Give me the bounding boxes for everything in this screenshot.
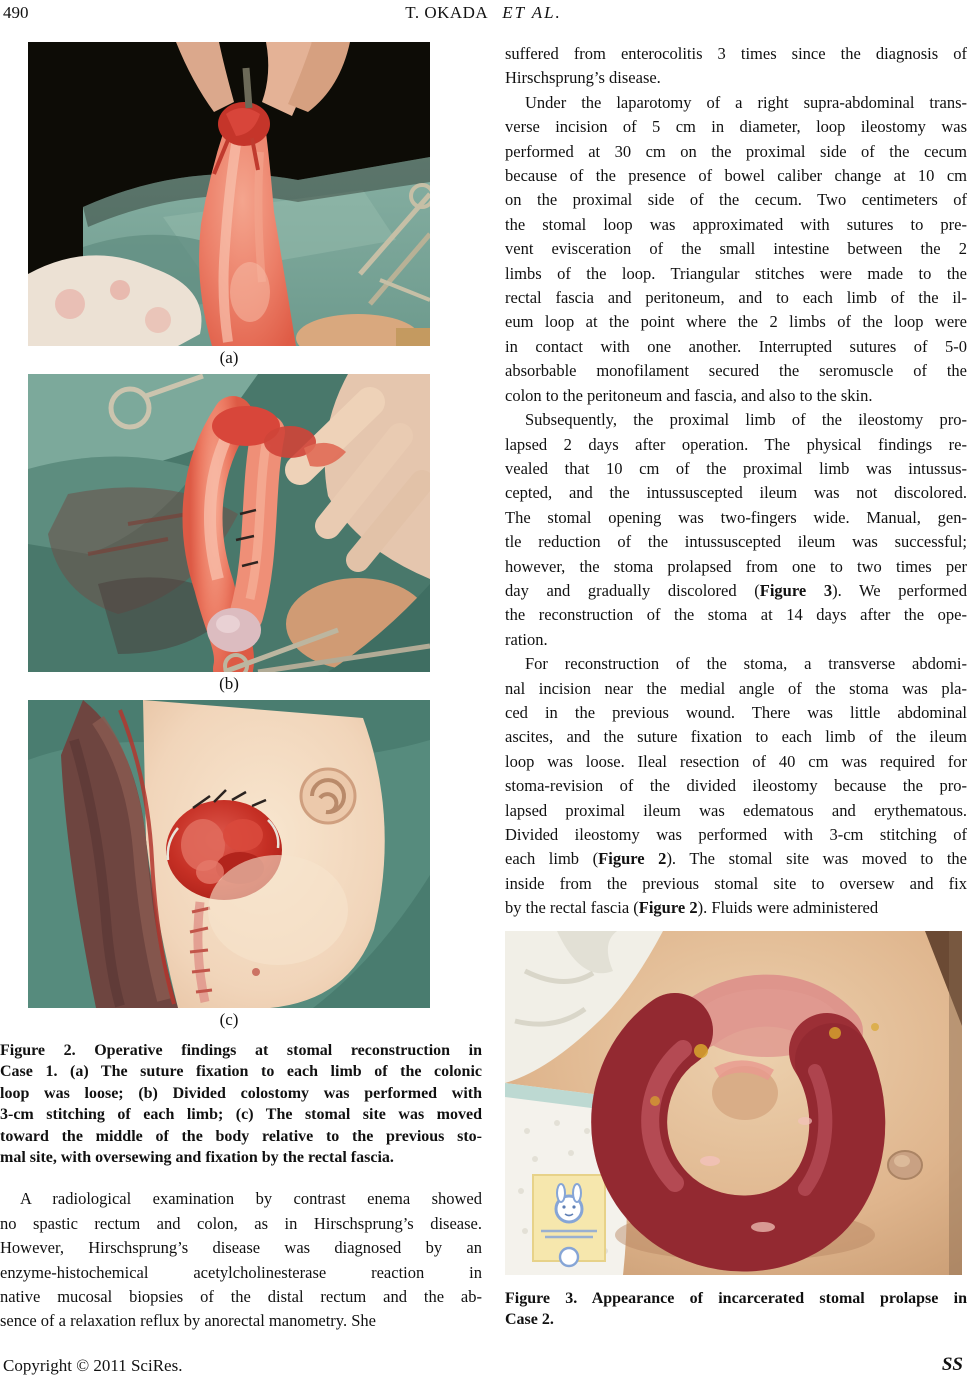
body-paragraph-4: For reconstruction of the stoma, a transverse abdomi- nal incision near the medial angle of the stoma was pla- ced in the previous wound. There was little abdominal ascites, and the suture fixation to each limb of the ileum loop was loose. Ileal resection of 40 cm was required for stoma-revision of the divided ileostomy because the pro- lapsed proximal ileum was edematous and erythematous. Divided ileostomy was performed with 3-cm stitching of each limb (Figure 2). The stomal site was moved to the inside from the previous stomal site to oversew and fix by the rectal fascia (Figure 2). Fluids were administered bbox=[505, 654, 967, 918]
body-paragraph-3: Subsequently, the proximal limb of the ileostomy pro- lapsed 2 days after operation. The physical findings re- vealed that 10 cm of the proximal limb was intussus- cepted, and the intussuscepted ileum was not discolored. The stomal opening was two-fingers wide. Manual, gen- tle reduction of the intussuscepted ileum was successful; however, the stoma prolapsed from one to two times per day and gradually discolored (Figure 3). We performed the reconstruction of the stoma at 14 days after the ope- ration. bbox=[505, 410, 967, 649]
running-head-authors: T. OKADA bbox=[405, 3, 489, 22]
running-head bbox=[0, 3, 967, 23]
right-column bbox=[505, 38, 967, 1330]
figure3-photo bbox=[505, 931, 962, 1280]
body-paragraph-2: Under the laparotomy of a right supra-abdominal trans- verse incision of 5 cm in diameter, loop ileostomy was performed at 30 cm on the proximal side of the cecum because of the presence of bowel caliber change at 10 cm on the proximal side of the cecum. Two centimeters of the stomal loop was approximated with sutures to pre- vent evisceration of the small intestine between the 2 limbs of the loop. Triangular stitches were made to the rectal fascia and peritoneum, and to each limb of the il- eum loop at the point where the 2 limbs of the loop were in contact with one another. Interrupted sutures of 5-0 absorbable monofilament secured the seromuscle of the colon to the peritoneum and fascia, and also to the skin. bbox=[505, 92, 967, 405]
left-paragraph: A radiological examination by contrast enema showed no spastic rectum and colon, as in Hirschsprung’s disease. However, Hirschsprung’s disease was diagnosed by an enzyme-histochemical acetylcholinesterase reaction in native mucosal biopsies of the distal rectum and the ab- sence of a relaxation reflux by anorectal manometry. She bbox=[0, 1189, 482, 1331]
figure2b-label: (b) bbox=[219, 674, 239, 693]
body-paragraph-1: suffered from enterocolitis 3 times since the diagnosis of Hirschsprung’s disease. bbox=[505, 44, 967, 88]
figure2a-label: (a) bbox=[219, 348, 239, 367]
figure3-caption: Figure 3. Appearance of incarcerated stomal prolapse in Case 2. bbox=[505, 1289, 967, 1329]
figure2c-label: (c) bbox=[219, 1010, 239, 1029]
figure2-caption: Figure 2. Operative findings at stomal reconstruction in Case 1. (a) The suture fixation to each limb of the colonic loop was loose; (b) Divided colostomy was performed with 3-cm stitching of each limb; (c) The stomal site was moved toward the middle of the body relative to the previous sto- mal site, with oversewing and fixation by the rectal fascia. bbox=[0, 1042, 482, 1167]
footer-copyright: Copyright © 2011 SciRes. bbox=[3, 1356, 183, 1375]
running-head-etal: ET AL. bbox=[502, 3, 562, 22]
footer-journal-code: SS bbox=[941, 1354, 963, 1375]
left-column bbox=[0, 38, 482, 1334]
figure2b-photo bbox=[28, 374, 430, 672]
figure2c-photo bbox=[28, 700, 430, 1008]
page-number: 490 bbox=[3, 3, 29, 22]
figure2a-photo bbox=[28, 42, 430, 346]
